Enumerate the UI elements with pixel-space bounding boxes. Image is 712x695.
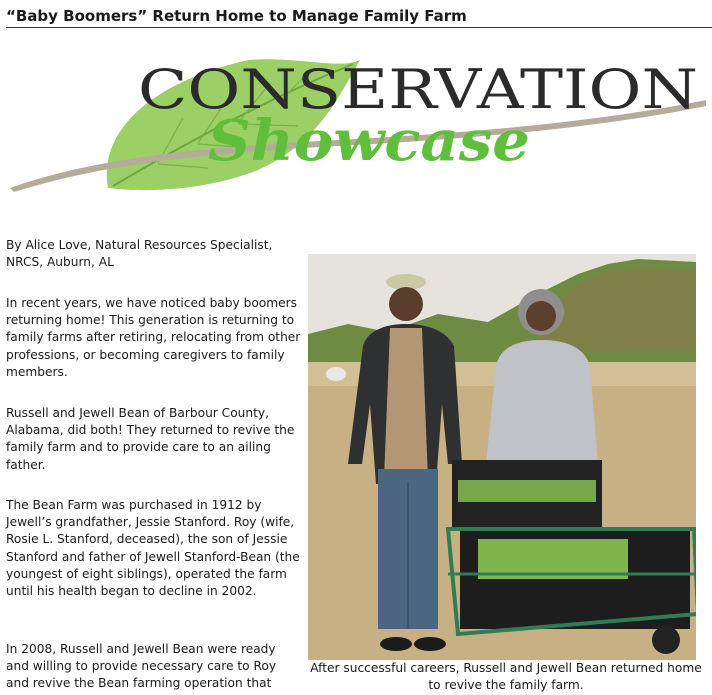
article-paragraph: In recent years, we have noticed baby boomers returning home! This generation is returning to family farms after retiring, relocating from other professions, or becoming caregivers to family members. [6, 296, 301, 379]
farm-photo [308, 254, 696, 660]
banner-showcase-text: Showcase [208, 108, 530, 174]
article-paragraph: In 2008, Russell and Jewell Bean were ready and willing to provide necessary care to Roy and revive the Bean farming operation that [6, 642, 277, 691]
article-byline: By Alice Love, Natural Resources Specialist, NRCS, Auburn, AL [6, 238, 273, 270]
banner-conservation-text: CONSERVATION [138, 58, 698, 121]
article-headline: “Baby Boomers” Return Home to Manage Family Farm [6, 6, 712, 28]
conservation-showcase-banner [8, 48, 708, 198]
article-paragraph: Russell and Jewell Bean of Barbour County, Alabama, did both! They returned to revive the family farm and to provide care to an ailing father. [6, 406, 295, 472]
photo-caption: After successful careers, Russell and Jewell Bean returned home to revive the family farm. [310, 661, 702, 692]
article-paragraph: The Bean Farm was purchased in 1912 by Jewell’s grandfather, Jessie Stanford. Roy (wife, Rosie L. Stanford, deceased), the son of Jessie Stanford and father of Jewell Stanford-Bean (the youngest of eight siblings), operated the farm until his health began to decline in 2002. [6, 498, 300, 599]
